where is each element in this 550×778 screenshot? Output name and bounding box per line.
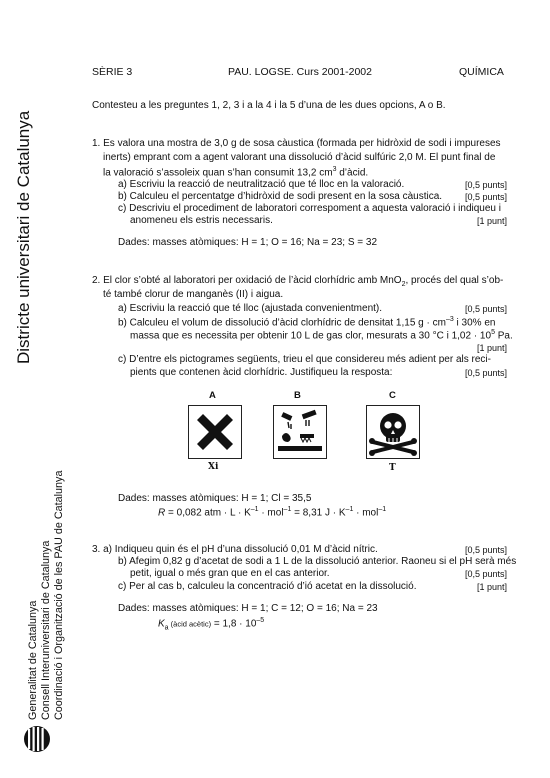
- q2-line-2: té també clorur de manganès (II) i aigua.: [103, 289, 284, 300]
- q2-data-line-2: R = 0,082 atm · $L \cdot K^{-1} \cdot mol^{-1} = 8,31$ $J \cdot K^{-1} \cdot mol^{-1}$: [158, 506, 387, 519]
- pictogram-a: [188, 405, 242, 459]
- q2-b-line-2: massa que es necessita per obtenir 10 L de gas clor, mesurats a 30 °C i $1,02 \cdot 10^5$ Pa.: [130, 329, 513, 342]
- q1-line-3: la valoració s’assoleix quan s’han consumit 13,2 $cm^3$ d’àcid.: [103, 166, 369, 179]
- generalitat-logo-icon: [23, 725, 51, 753]
- subject-label: QUÍMICA: [459, 66, 504, 78]
- q2-b-line-1: b) Calculeu el volum de dissolució d’àcid clorhídric de densitat 1,15 $g \cdot cm^{-3}$ i 30% en: [118, 316, 496, 329]
- pictogram-b-label: B: [294, 390, 301, 401]
- pictogram-b: [273, 405, 327, 459]
- irritant-cross-icon: [189, 406, 241, 458]
- q1-b-points: [0,5 punts]: [464, 192, 507, 202]
- pictogram-a-code: Xi: [208, 462, 219, 472]
- q2-c-line-1: c) D’entre els pictogrames següents, trieu el que considereu més adient per als reci-: [118, 354, 491, 365]
- q1-a: a) Escriviu la reacció de neutralització que té lloc en la valoració.: [118, 179, 405, 190]
- serie-label: SÈRIE 3: [92, 66, 133, 78]
- q3-data-line-2: $K_a$ (àcid acètic) = $1,8 \cdot 10^{-5}$: [158, 617, 265, 632]
- corrosive-icon: [274, 406, 326, 458]
- q1-line-2: inerts) emprant com a agent valorant una dissolució d’àcid sulfúric 2,0 M. El punt final de: [103, 152, 496, 163]
- q2-c-line-2: pients que contenen àcid clorhídric. Justifiqueu la resposta:: [130, 367, 393, 378]
- q2-line-1: 2. El clor s’obté al laboratori per oxidació de l’àcid clorhídric amb MnO$_2$, procés del qual s’ob-: [92, 275, 504, 288]
- pictogram-c: [366, 405, 420, 459]
- q2-a-points: [0,5 punts]: [464, 304, 507, 314]
- q3-a: 3. a) Indiqueu quin és el pH d’una dissolució 0,01 M d’àcid nítric.: [92, 544, 378, 555]
- q3-c-points: [1 punt]: [476, 582, 507, 592]
- institution-line-1: Generalitat de Catalunya: [27, 600, 39, 720]
- q3-data-line-1: Dades: masses atòmiques: H = 1; C = 12; O = 16; Na = 23: [118, 603, 378, 614]
- q1-c-points: [1 punt]: [476, 216, 507, 226]
- institution-line-3: Coordinació i Organització de les PAU de Catalunya: [53, 470, 65, 720]
- pictogram-a-label: A: [209, 390, 216, 401]
- q1-b: b) Calculeu el percentatge d’hidròxid de sodi present en la sosa càustica.: [118, 191, 443, 202]
- q3-b-points: [0,5 punts]: [464, 569, 507, 579]
- instructions: Contesteu a les preguntes 1, 2, 3 i a la 4 i la 5 d’una de les dues opcions, A o B.: [92, 100, 446, 111]
- q1-c-line-1: c) Descriviu el procediment de laboratori correspoment a aquesta valoració i indiqueu i: [118, 203, 501, 214]
- pictogram-c-label: C: [389, 390, 396, 401]
- q2-a: a) Escriviu la reacció que té lloc (ajustada convenientment).: [118, 303, 383, 314]
- skull-crossbones-icon: [367, 406, 419, 458]
- q1-a-points: [0,5 punts]: [464, 180, 507, 190]
- district-title: Districte universitari de Catalunya: [14, 110, 33, 364]
- q3-b-line-2: petit, igual o més gran que en el cas anterior.: [130, 568, 330, 579]
- institution-line-2: Consell Interuniversitari de Catalunya: [40, 540, 52, 720]
- q3-b-line-1: b) Afegim 0,82 g d’acetat de sodi a 1 L de la dissolució anterior. Raoneu si el pH serà més: [118, 556, 517, 567]
- q3-c: c) Per al cas b, calculeu la concentració d’ió acetat en la dissolució.: [118, 581, 417, 592]
- q2-c-points: [0,5 punts]: [464, 368, 507, 378]
- institution-block: [27, 420, 66, 720]
- q1-line-1: 1. Es valora una mostra de 3,0 g de sosa càustica (formada per hidròxid de sodi i impureses: [92, 138, 501, 149]
- pictogram-c-code: T: [389, 463, 396, 473]
- q3-a-points: [0,5 punts]: [464, 545, 507, 555]
- q2-b-points: [1 punt]: [476, 343, 507, 353]
- q1-data: Dades: masses atòmiques: H = 1; O = 16; Na = 23; S = 32: [118, 237, 378, 248]
- exam-title: PAU. LOGSE. Curs 2001-2002: [228, 66, 372, 78]
- q1-c-line-2: anomeneu els estris necessaris.: [130, 215, 273, 226]
- q2-data-line-1: Dades: masses atòmiques: H = 1; Cl = 35,5: [118, 493, 312, 504]
